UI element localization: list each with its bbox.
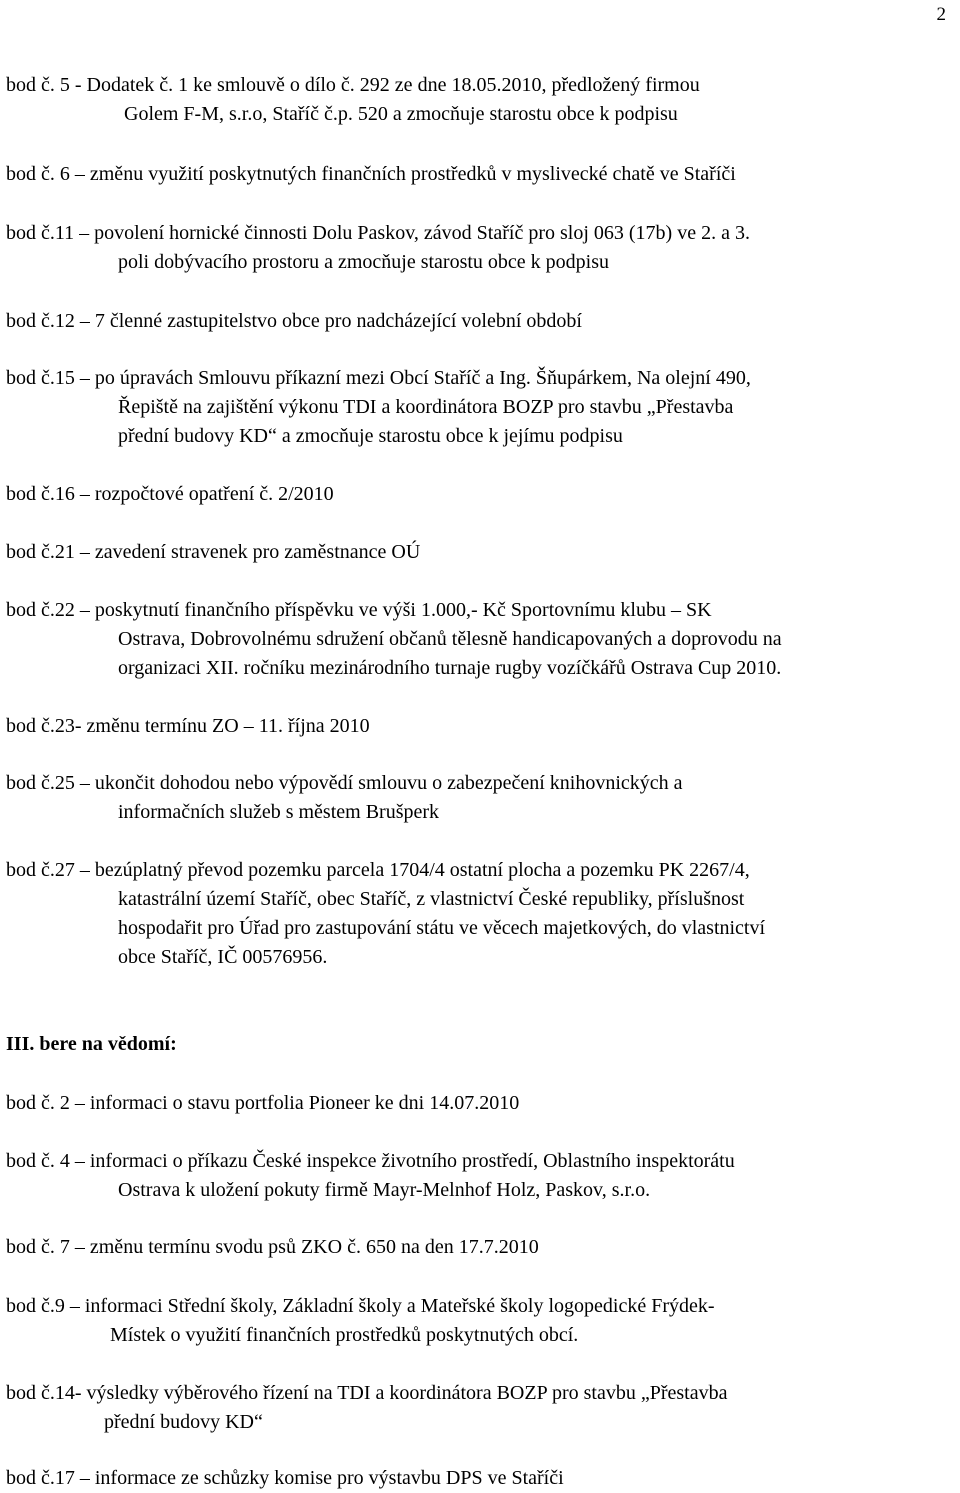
item-line: Ostrava, Dobrovolnému sdružení občanů tělesně handicapovaných a doprovodu na <box>118 628 782 650</box>
item-line: bod č.22 – poskytnutí finančního příspěvku ve výši 1.000,- Kč Sportovnímu klubu – SK <box>6 599 712 621</box>
list-item-bod-6 <box>6 160 950 189</box>
item-line: informačních služeb s městem Brušperk <box>118 801 440 823</box>
item-line: přední budovy KD“ <box>104 1411 263 1433</box>
list-item-bod-22 <box>6 596 950 683</box>
list-item-bod-16 <box>6 480 950 509</box>
item-line: bod č.23- změnu termínu ZO – 11. října 2010 <box>6 715 370 737</box>
item-line: bod č.14- výsledky výběrového řízení na TDI a koordinátora BOZP pro stavbu „Přestavba <box>6 1382 728 1404</box>
item-line: bod č.11 – povolení hornické činnosti Dolu Paskov, závod Staříč pro sloj 063 (17b) ve 2. a 3. <box>6 222 750 244</box>
item-line: organizaci XII. ročníku mezinárodního turnaje rugby vozíčkářů Ostrava Cup 2010. <box>118 657 782 679</box>
item-line: Řepiště na zajištění výkonu TDI a koordinátora BOZP pro stavbu „Přestavba <box>118 396 734 418</box>
list-item-bod-12 <box>6 307 950 336</box>
list-item-bod-9 <box>6 1292 950 1350</box>
item-line: bod č.9 – informaci Střední školy, Základní školy a Mateřské školy logopedické Frýdek- <box>6 1295 715 1317</box>
item-line: hospodařit pro Úřad pro zastupování státu ve věcech majetkových, do vlastnictví <box>118 917 766 939</box>
item-line: bod č. 7 – změnu termínu svodu psů ZKO č. 650 na den 17.7.2010 <box>6 1236 539 1258</box>
item-line: Ostrava k uložení pokuty firmě Mayr-Melnhof Holz, Paskov, s.r.o. <box>118 1179 651 1201</box>
item-line: bod č. 5 - Dodatek č. 1 ke smlouvě o dílo č. 292 ze dne 18.05.2010, předložený firmou <box>6 74 700 96</box>
list-item-bod-25 <box>6 769 950 827</box>
list-item-bod-7 <box>6 1233 950 1262</box>
item-line: bod č.27 – bezúplatný převod pozemku parcela 1704/4 ostatní plocha a pozemku PK 2267/4, <box>6 859 750 881</box>
item-line: katastrální území Staříč, obec Staříč, z vlastnictví České republiky, příslušnost <box>118 888 745 910</box>
item-line: bod č. 4 – informaci o příkazu České inspekce životního prostředí, Oblastního inspektorátu <box>6 1150 735 1172</box>
item-line: bod č.21 – zavedení stravenek pro zaměstnance OÚ <box>6 541 421 563</box>
item-line: Místek o využití finančních prostředků poskytnutých obcí. <box>110 1324 579 1346</box>
item-line: přední budovy KD“ a zmocňuje starostu obce k jejímu podpisu <box>118 425 623 447</box>
item-line: bod č.15 – po úpravách Smlouvu příkazní mezi Obcí Staříč a Ing. Šňupárkem, Na olejní 490, <box>6 367 751 389</box>
list-item-bod-15 <box>6 364 950 451</box>
item-line: bod č.17 – informace ze schůzky komise pro výstavbu DPS ve Staříči <box>6 1467 564 1489</box>
item-line: poli dobývacího prostoru a zmocňuje starostu obce k podpisu <box>118 251 610 273</box>
list-item-bod-27 <box>6 856 950 972</box>
item-line: bod č. 2 – informaci o stavu portfolia Pioneer ke dni 14.07.2010 <box>6 1092 520 1114</box>
item-line: bod č.12 – 7 členné zastupitelstvo obce pro nadcházející volební období <box>6 310 582 332</box>
list-item-bod-14 <box>6 1379 950 1437</box>
item-line: bod č. 6 – změnu využití poskytnutých finančních prostředků v myslivecké chatě ve Staříči <box>6 163 736 185</box>
item-line: obce Staříč, IČ 00576956. <box>118 946 328 968</box>
list-item-bod-5 <box>6 71 950 129</box>
item-line: Golem F-M, s.r.o, Staříč č.p. 520 a zmocňuje starostu obce k podpisu <box>124 103 678 125</box>
list-item-bod-17 <box>6 1464 950 1493</box>
item-line: bod č.16 – rozpočtové opatření č. 2/2010 <box>6 483 334 505</box>
list-item-bod-4 <box>6 1147 950 1205</box>
list-item-bod-11 <box>6 219 950 277</box>
item-line: bod č.25 – ukončit dohodou nebo výpovědí smlouvu o zabezpečení knihovnických a <box>6 772 683 794</box>
list-item-bod-23 <box>6 712 950 741</box>
page-number: 2 <box>936 4 946 25</box>
section-heading: III. bere na vědomí: <box>6 1033 177 1055</box>
list-item-bod-2 <box>6 1089 950 1118</box>
list-item-bod-21 <box>6 538 950 567</box>
